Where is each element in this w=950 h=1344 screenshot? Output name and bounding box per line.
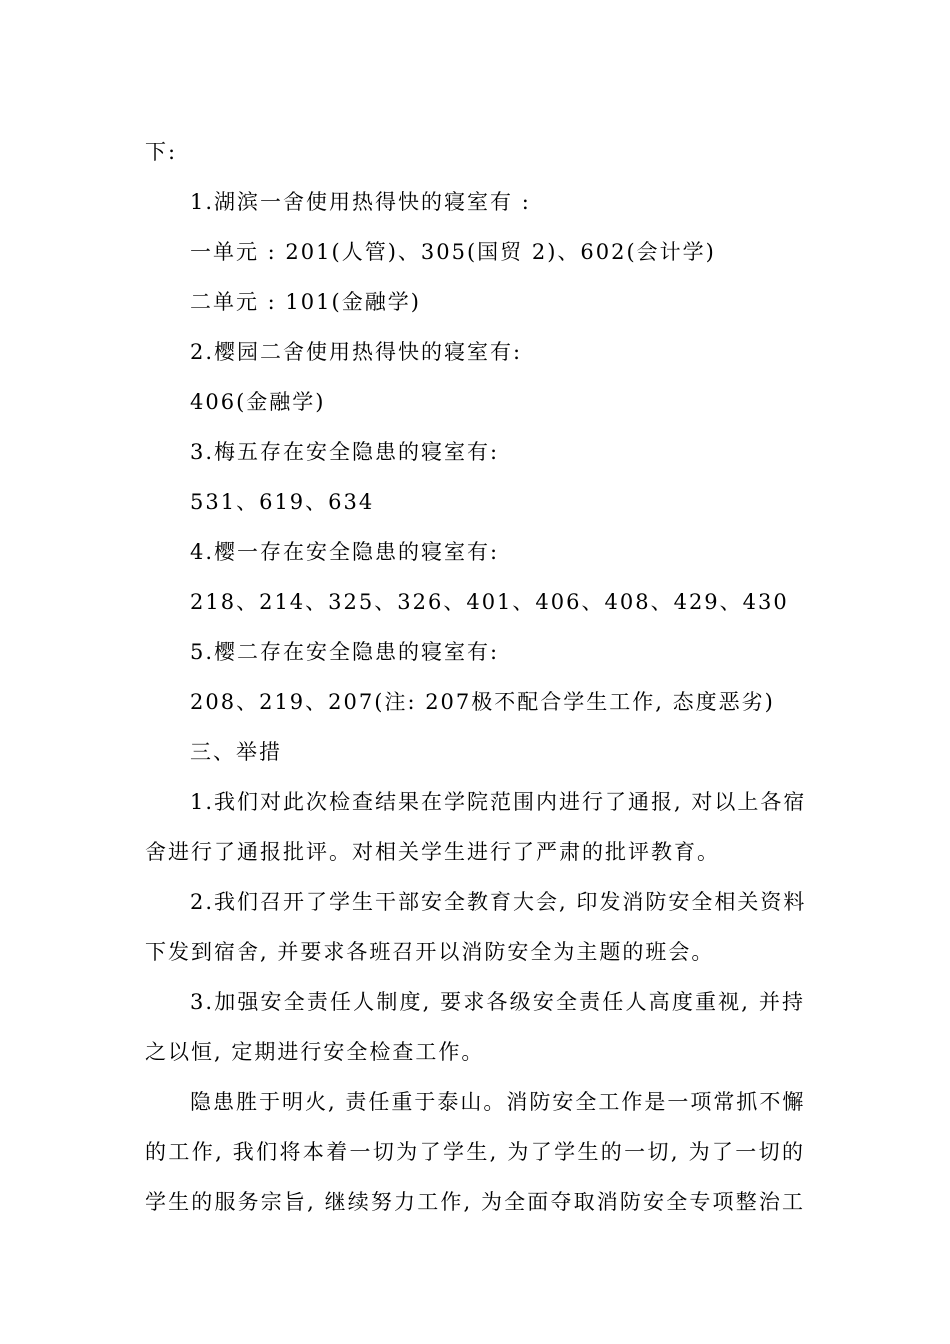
text-line: 2.樱园二舍使用热得快的寝室有: xyxy=(190,340,523,364)
text-line: 218、214、325、326、401、406、408、429、430 xyxy=(190,590,789,614)
text-line: 1.我们对此次检查结果在学院范围内进行了通报, 对以上各宿 xyxy=(190,790,807,814)
text-line: 二单元 : 101(金融学) xyxy=(190,290,421,314)
text-line: 一单元 : 201(人管)、305(国贸 2)、602(会计学) xyxy=(190,240,716,264)
text-line: 3.梅五存在安全隐患的寝室有: xyxy=(190,440,500,464)
text-line: 531、619、634 xyxy=(190,490,375,514)
section-heading: 三、举措 xyxy=(190,740,282,764)
text-line: 下: xyxy=(145,140,178,164)
text-line: 学生的服务宗旨, 继续努力工作, 为全面夺取消防安全专项整治工 xyxy=(145,1190,805,1214)
text-line: 3.加强安全责任人制度, 要求各级安全责任人高度重视, 并持 xyxy=(190,990,805,1014)
text-line: 舍进行了通报批评。对相关学生进行了严肃的批评教育。 xyxy=(145,840,720,864)
text-line: 1.湖滨一舍使用热得快的寝室有 : xyxy=(190,190,531,214)
text-line: 5.樱二存在安全隐患的寝室有: xyxy=(190,640,500,664)
text-line: 隐患胜于明火, 责任重于泰山。消防安全工作是一项常抓不懈 xyxy=(190,1090,806,1114)
text-line: 4.樱一存在安全隐患的寝室有: xyxy=(190,540,500,564)
text-line: 的工作, 我们将本着一切为了学生, 为了学生的一切, 为了一切的 xyxy=(145,1140,805,1164)
text-line: 406(金融学) xyxy=(190,390,326,414)
text-line: 2.我们召开了学生干部安全教育大会, 印发消防安全相关资料 xyxy=(190,890,807,914)
text-line: 208、219、207(注: 207极不配合学生工作, 态度恶劣) xyxy=(190,690,775,714)
text-line: 下发到宿舍, 并要求各班召开以消防安全为主题的班会。 xyxy=(145,940,715,964)
text-line: 之以恒, 定期进行安全检查工作。 xyxy=(145,1040,485,1064)
